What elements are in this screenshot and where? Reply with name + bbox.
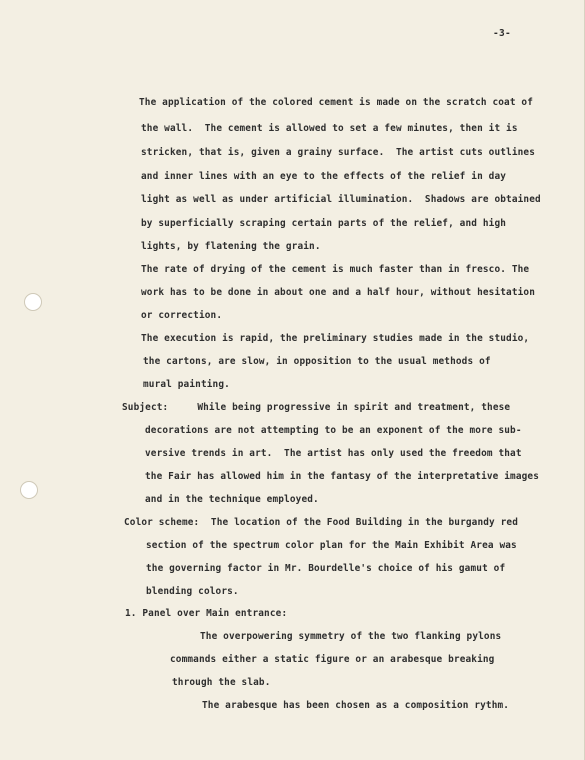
text-line: 1. Panel over Main entrance: (125, 608, 288, 619)
text-line: commands either a static figure or an arabesque breaking (170, 654, 495, 665)
text-line: the governing factor in Mr. Bourdelle's choice of his gamut of (146, 563, 506, 574)
text-line: work has to be done in about one and a half hour, without hesitation (141, 287, 536, 298)
text-line: the wall. The cement is allowed to set a few minutes, then it is (141, 123, 518, 134)
text-line: and inner lines with an eye to the effects of the relief in day (141, 171, 507, 182)
text-line: The arabesque has been chosen as a composition rythm. (202, 700, 510, 711)
text-line: Subject: While being progressive in spirit and treatment, these (122, 402, 511, 413)
punch-hole-top (24, 293, 42, 311)
punch-hole-bottom (20, 481, 38, 499)
text-line: section of the spectrum color plan for the Main Exhibit Area was (146, 540, 517, 551)
text-line: blending colors. (146, 586, 239, 597)
text-line: The overpowering symmetry of the two flanking pylons (200, 631, 502, 642)
text-line: lights, by flatening the grain. (141, 241, 321, 252)
text-line: stricken, that is, given a grainy surface. The artist cuts outlines (141, 147, 536, 158)
page-number: -3- (493, 28, 512, 39)
text-line: mural painting. (143, 379, 230, 390)
text-line: The rate of drying of the cement is much faster than in fresco. The (141, 264, 530, 275)
text-line: and in the technique employed. (145, 494, 319, 505)
text-line: versive trends in art. The artist has only used the freedom that (145, 448, 522, 459)
text-line: The execution is rapid, the preliminary studies made in the studio, (141, 333, 530, 344)
text-line: decorations are not attempting to be an exponent of the more sub- (145, 425, 522, 436)
text-line: Color scheme: The location of the Food Building in the burgandy red (124, 517, 519, 528)
text-line: or correction. (141, 310, 223, 321)
text-line: the Fair has allowed him in the fantasy of the interpretative images (145, 471, 540, 482)
text-line: light as well as under artificial illumination. Shadows are obtained (141, 194, 541, 205)
text-line: by superficially scraping certain parts of the relief, and high (141, 218, 507, 229)
text-line: the cartons, are slow, in opposition to the usual methods of (143, 356, 491, 367)
text-line: The application of the colored cement is made on the scratch coat of (139, 97, 534, 108)
text-line: through the slab. (172, 677, 271, 688)
